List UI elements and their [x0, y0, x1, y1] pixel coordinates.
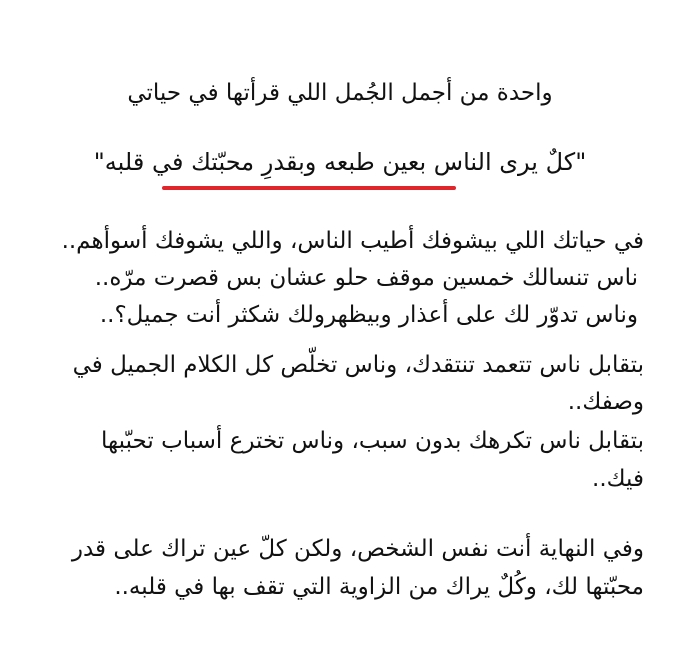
highlighted-quote: "كلٌ يرى الناس بعين طبعه وبقدرِ محبّتك في قلبه" [93, 148, 587, 176]
paragraph-1-line-2: ناس تنسالك خمسين موقف حلو عشان بس قصرت مرّه.. [94, 265, 638, 291]
paragraph-2-line-2: وصفك.. [567, 389, 644, 415]
heading: واحدة من أجمل الجُمل اللي قرأتها في حياتي [127, 80, 553, 106]
paragraph-1-line-1: في حياتك اللي بيشوفك أطيب الناس، واللي يشوفك أسوأهم.. [61, 228, 644, 254]
paragraph-3-line-1: وفي النهاية أنت نفس الشخص، ولكن كلّ عين تراك على قدر [71, 536, 644, 562]
paragraph-2-line-4: فيك.. [592, 466, 644, 492]
paragraph-2-line-1: بتقابل ناس تتعمد تنتقدك، وناس تخلّص كل الكلام الجميل في [72, 352, 644, 378]
paragraph-1-line-3: وناس تدوّر لك على أعذار وبيظهرولك شكثر أنت جميل؟.. [99, 302, 638, 328]
paragraph-2-line-3: بتقابل ناس تكرهك بدون سبب، وناس تخترع أسباب تحبّبها [101, 428, 644, 454]
red-underline [162, 186, 456, 190]
paragraph-3-line-2: محبّتها لك، وكُلٌ يراك من الزاوية التي تقف بها في قلبه.. [114, 574, 644, 600]
